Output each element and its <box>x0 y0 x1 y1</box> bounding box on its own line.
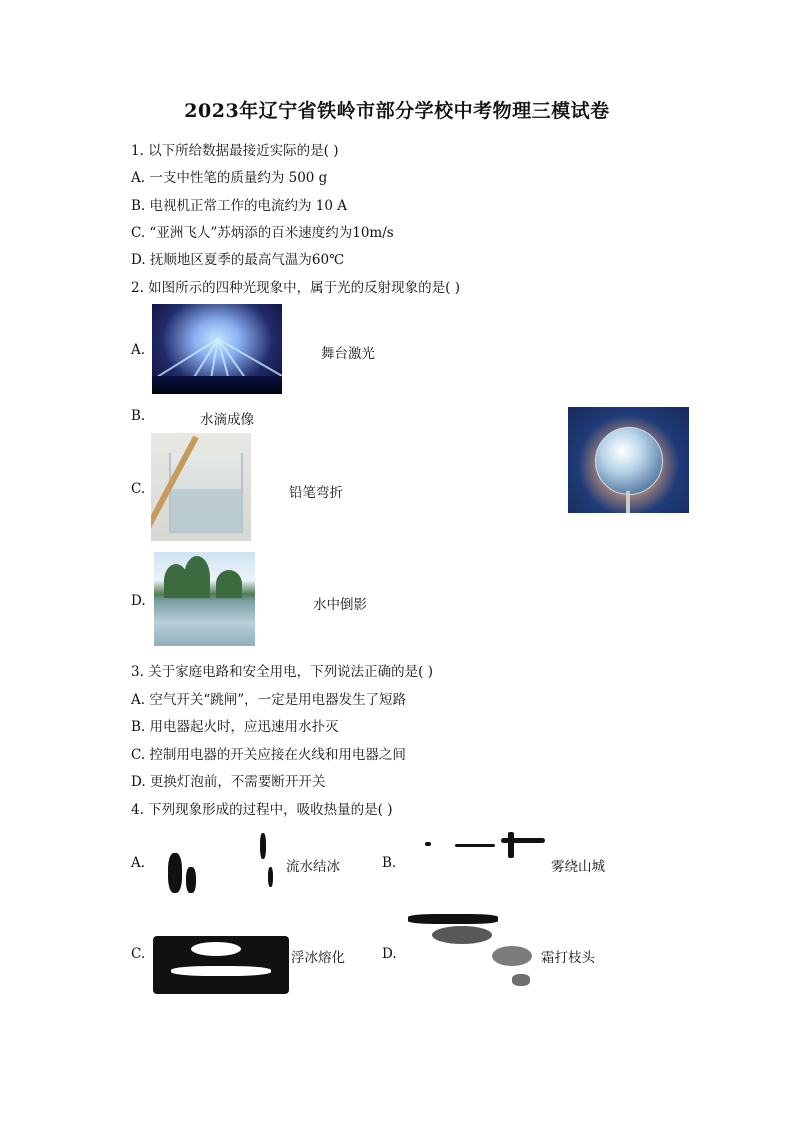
question-1-option-c: C. “亚洲飞人”苏炳添的百米速度约为10m/s <box>131 225 394 241</box>
freezing-water-image <box>150 823 285 895</box>
question-3-option-c: C. 控制用电器的开关应接在火线和用电器之间 <box>131 747 406 763</box>
water-drop-image <box>568 407 689 513</box>
question-1-option-d: D. 抚顺地区夏季的最高气温为60℃ <box>131 252 345 268</box>
question-4-stem: 4. 下列现象形成的过程中，吸收热量的是( ) <box>131 802 393 818</box>
question-4-option-d-caption: 霜打枝头 <box>541 950 595 966</box>
question-3-stem: 3. 关于家庭电路和安全用电，下列说法正确的是( ) <box>131 664 433 680</box>
question-2-option-a-caption: 舞台激光 <box>321 346 375 362</box>
question-4-option-d-letter: D. <box>382 946 397 962</box>
question-2-option-c-letter: C. <box>131 481 146 497</box>
fog-mountain-image <box>405 828 550 868</box>
question-2-stem: 2. 如图所示的四种光现象中，属于光的反射现象的是( ) <box>131 280 460 296</box>
question-3-option-b: B. 用电器起火时，应迅速用水扑灭 <box>131 719 339 735</box>
reflection-landscape-image <box>154 552 255 646</box>
question-1-option-a: A. 一支中性笔的质量约为 500 g <box>131 170 328 186</box>
question-2-option-a-letter: A. <box>131 342 146 358</box>
question-2-option-c-caption: 铅笔弯折 <box>289 485 343 501</box>
question-1-stem: 1. 以下所给数据最接近实际的是( ) <box>131 143 339 159</box>
melting-ice-image <box>151 912 291 994</box>
question-4-option-c-letter: C. <box>131 946 146 962</box>
question-4-option-a-caption: 流水结冰 <box>286 859 340 875</box>
question-1-option-b: B. 电视机正常工作的电流约为 10 A <box>131 198 348 214</box>
question-4-option-b-caption: 雾绕山城 <box>551 859 605 875</box>
question-4-option-b-letter: B. <box>382 855 397 871</box>
frost-branch-image <box>402 910 542 990</box>
question-2-option-d-letter: D. <box>131 593 146 609</box>
question-3-option-a: A. 空气开关“跳闸”，一定是用电器发生了短路 <box>131 692 407 708</box>
question-2-option-d-caption: 水中倒影 <box>313 597 367 613</box>
question-4-option-a-letter: A. <box>131 855 146 871</box>
question-2-option-b-caption: 水滴成像 <box>200 412 254 428</box>
pencil-glass-image <box>151 433 251 541</box>
question-3-option-d: D. 更换灯泡前，不需要断开开关 <box>131 774 326 790</box>
question-2-option-b-letter: B. <box>131 408 146 424</box>
stage-laser-image <box>152 304 282 394</box>
exam-title: 2023年辽宁省铁岭市部分学校中考物理三模试卷 <box>184 100 610 122</box>
question-4-option-c-caption: 浮冰熔化 <box>291 950 345 966</box>
